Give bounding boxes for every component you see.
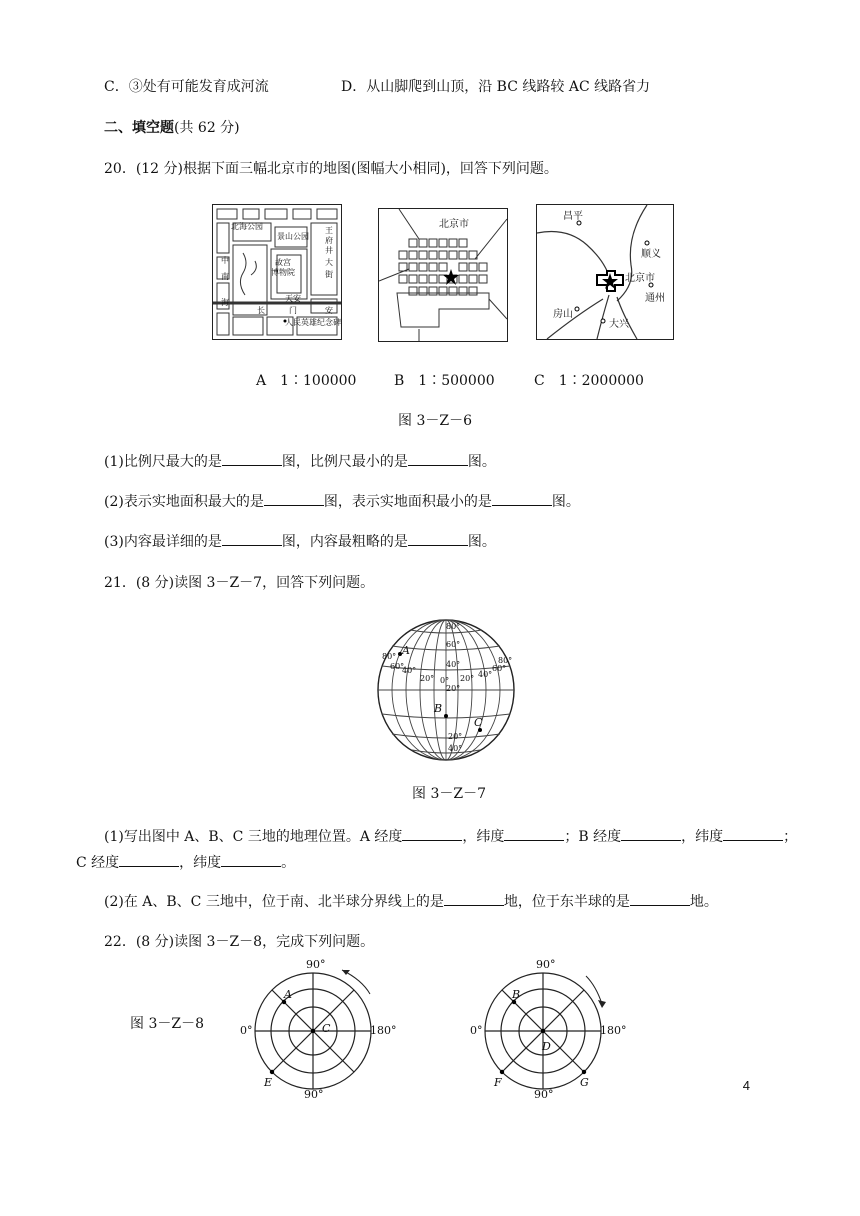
polar-point-d: D <box>542 1040 551 1053</box>
scale-c: C 1∶2000000 <box>534 373 644 389</box>
map-b <box>378 208 508 342</box>
globe-point-c: C <box>474 716 483 729</box>
scale-a: A 1∶100000 <box>256 373 357 389</box>
map-a-label-beihai: 北海公园 <box>231 222 263 231</box>
map-a-label-nan: 南 <box>221 272 229 281</box>
map-c-label-daxing: 大兴 <box>609 319 629 330</box>
q20-sub2-text-b: 图，表示实地面积最小的是 <box>323 494 492 510</box>
q20-sub3-text-b: 图，内容最粗略的是 <box>281 534 408 550</box>
q19-option-c: C．③处有可能发育成河流 <box>104 79 269 95</box>
q20-sub1-text-c: 图。 <box>467 454 496 470</box>
polar-left-drawing <box>238 962 388 1100</box>
globe-lon-40w: 40° <box>402 666 417 675</box>
globe-point-b: B <box>434 702 443 715</box>
q21-sub1-text-b: ，纬度 <box>462 829 505 845</box>
q21-sub1-text-d: ，纬度 <box>681 829 724 845</box>
map-a-label-museum: 博物院 <box>271 268 295 277</box>
polar-point-g: G <box>580 1076 589 1089</box>
answer-blank[interactable] <box>723 826 783 841</box>
section-title: 二、填空题 <box>104 120 174 136</box>
answer-blank[interactable] <box>630 891 690 906</box>
globe-lon-40e: 40° <box>478 670 493 679</box>
map-a-label-zhong: 中 <box>221 256 229 265</box>
map-a-label-da: 大 <box>325 258 333 267</box>
map-a-label-jingshan: 景山公园 <box>277 232 309 241</box>
q21-sub1-text-h: 。 <box>281 855 296 871</box>
map-b-city-label: 北京市 <box>439 219 469 230</box>
q21-sub1-text-g: ，纬度 <box>179 855 222 871</box>
map-a-label-chang: 长 <box>257 306 265 315</box>
answer-blank[interactable] <box>408 531 468 546</box>
polar-diagram-left <box>238 958 397 1101</box>
polar-left-0: 0° <box>240 1024 253 1037</box>
q20-sub1 <box>104 451 496 472</box>
answer-blank[interactable] <box>408 451 468 466</box>
q21-sub1-line2 <box>76 852 295 873</box>
section-score: (共 62 分) <box>174 120 240 136</box>
map-a-label-wang: 王 <box>325 226 333 235</box>
globe-lat-20n: 20° <box>446 684 461 693</box>
q20-sub2-text-a: (2)表示实地面积最大的是 <box>104 494 264 510</box>
polar-right-bottom-90: 90° <box>534 1088 554 1101</box>
q19-option-d: D．从山脚爬到山顶，沿 BC 线路较 AC 线路省力 <box>341 79 651 95</box>
map-a-label-men: 门 <box>289 306 297 315</box>
map-a-label-hai: 海 <box>221 298 229 307</box>
map-c-label-changping: 昌平 <box>563 211 583 222</box>
map-a-label-gugong: 故宫 <box>275 258 291 267</box>
polar-left-top-90: 90° <box>306 958 326 971</box>
polar-point-a: A <box>284 988 292 1001</box>
figure-3-z-7-caption: 图 3－Z－7 <box>412 786 486 802</box>
map-c <box>536 204 674 340</box>
q21-sub1-text-f: C 经度 <box>76 855 120 871</box>
q22-stem: 22．(8 分)读图 3－Z－8，完成下列问题。 <box>104 934 375 950</box>
globe-left-lat-60: 60° <box>390 662 405 671</box>
map-a <box>212 204 342 340</box>
answer-blank[interactable] <box>504 826 564 841</box>
polar-right-0: 0° <box>470 1024 483 1037</box>
polar-left-180: 180° <box>370 1024 397 1037</box>
globe-lat-80n: 80° <box>446 622 461 631</box>
q20-sub3 <box>104 531 496 552</box>
scale-b: B 1∶500000 <box>394 373 495 389</box>
map-c-label-shunyi: 顺义 <box>641 249 661 260</box>
globe-lon-0: 0° <box>440 676 450 685</box>
polar-diagram-right <box>468 958 628 1101</box>
answer-blank[interactable] <box>222 531 282 546</box>
answer-blank[interactable] <box>621 826 681 841</box>
polar-point-e: E <box>264 1076 273 1089</box>
map-a-label-jing: 井 <box>325 246 333 255</box>
figure-3-z-8-caption: 图 3－Z－8 <box>130 1016 204 1032</box>
polar-left-bottom-90: 90° <box>304 1088 324 1101</box>
answer-blank[interactable] <box>402 826 462 841</box>
q21-sub1-text-c: ；B 经度 <box>564 829 622 845</box>
q20-sub1-text-a: (1)比例尺最大的是 <box>104 454 222 470</box>
answer-blank[interactable] <box>222 451 282 466</box>
answer-blank[interactable] <box>264 491 324 506</box>
polar-point-f: F <box>494 1076 502 1089</box>
q21-sub1-text-e: ； <box>783 829 798 845</box>
globe-lon-80e: 80° <box>498 656 513 665</box>
q20-sub2 <box>104 491 580 512</box>
q21-sub2 <box>104 891 718 912</box>
q20-sub3-text-c: 图。 <box>467 534 496 550</box>
globe-lon-20e: 20° <box>460 674 475 683</box>
globe-figure <box>376 618 516 762</box>
q20-sub2-text-c: 图。 <box>551 494 580 510</box>
globe-lat-40s: 40° <box>448 744 463 753</box>
q21-sub2-text-a: (2)在 A、B、C 三地中，位于南、北半球分界线上的是 <box>104 894 444 910</box>
polar-right-180: 180° <box>600 1024 627 1037</box>
answer-blank[interactable] <box>221 852 281 867</box>
map-a-label-jie: 街 <box>325 270 333 279</box>
figure-3-z-6-caption: 图 3－Z－6 <box>398 413 472 429</box>
map-a-label-an: 安 <box>325 306 333 315</box>
map-a-label-monument: 人民英雄纪念碑 <box>285 318 341 327</box>
map-c-label-beijing: 北京市 <box>625 273 655 284</box>
map-a-label-tiananmen: 天安 <box>285 294 301 303</box>
polar-right-top-90: 90° <box>536 958 556 971</box>
globe-lon-60e: 60° <box>492 664 507 673</box>
q21-sub2-text-c: 地。 <box>689 894 718 910</box>
q21-sub1-line1 <box>104 826 797 847</box>
q21-stem: 21．(8 分)读图 3－Z－7，回答下列问题。 <box>104 575 375 591</box>
q20-sub3-text-a: (3)内容最详细的是 <box>104 534 222 550</box>
polar-point-c: C <box>322 1022 331 1035</box>
map-c-label-tongzhou: 通州 <box>645 293 665 304</box>
q20-sub1-text-b: 图，比例尺最小的是 <box>281 454 408 470</box>
q20-stem: 20．(12 分)根据下面三幅北京市的地图(图幅大小相同)，回答下列问题。 <box>104 161 558 177</box>
answer-blank[interactable] <box>444 891 504 906</box>
globe-lat-60n: 60° <box>446 640 461 649</box>
map-c-label-fangshan: 房山 <box>553 309 573 320</box>
polar-point-b: B <box>512 988 521 1001</box>
answer-blank[interactable] <box>492 491 552 506</box>
globe-lat-20s: 20° <box>448 732 463 741</box>
q21-sub1-text-a: (1)写出图中 A、B、C 三地的地理位置。A 经度 <box>104 829 403 845</box>
globe-point-a: A <box>402 644 410 657</box>
map-a-label-fu: 府 <box>325 236 333 245</box>
globe-lon-20w: 20° <box>420 674 435 683</box>
section-heading <box>104 118 240 138</box>
answer-blank[interactable] <box>119 852 179 867</box>
globe-left-lat-80: 80° <box>382 652 397 661</box>
globe-lat-40n: 40° <box>446 660 461 669</box>
q21-sub2-text-b: 地，位于东半球的是 <box>503 894 630 910</box>
page-number: 4 <box>742 1078 750 1093</box>
